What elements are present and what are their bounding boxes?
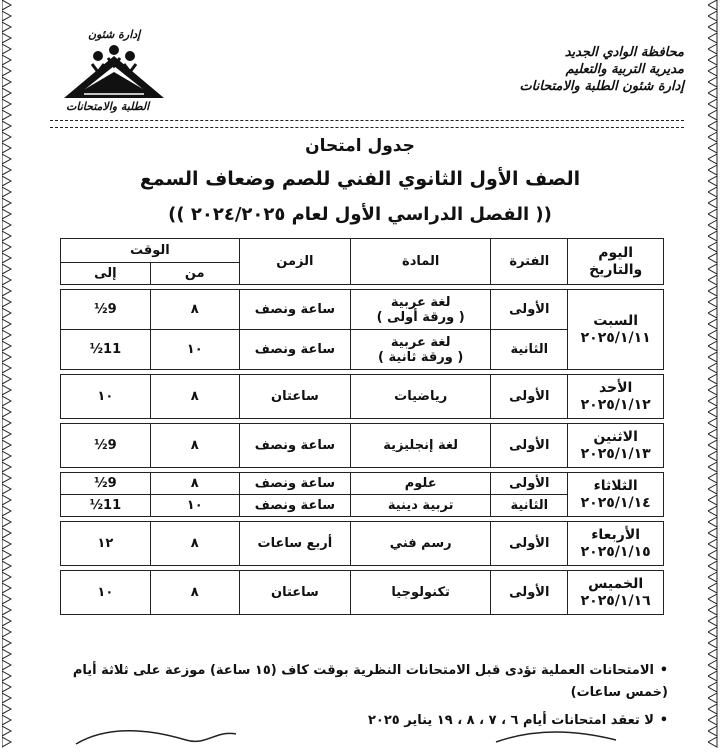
duration-cell: ساعتان [239,375,350,419]
subject-cell [351,473,491,495]
subject-name: لغة عربية [390,334,451,350]
day-cell [568,522,664,566]
bullet-icon: • [659,663,668,678]
day-name: الثلاثاء [593,477,638,494]
duration-cell: ساعة ونصف [239,330,350,370]
table-row [61,473,664,495]
to-cell: 11½ [61,495,151,517]
note-text: لا تعقد امتحانات أيام ٦ ، ٧ ، ٨ ، ١٩ يناير ٢٠٢٥ [367,713,654,728]
book-people-icon [64,42,164,100]
period-cell: الأولى [491,522,568,566]
day-cell [568,424,664,468]
header-duration: الزمن [239,239,350,285]
bullet-icon: • [659,713,668,728]
duration-cell: ساعة ونصف [239,424,350,468]
header-divider [50,120,684,128]
page-border-left [2,0,12,748]
subject-name: علوم [404,476,437,491]
duration-cell: أربع ساعات [239,522,350,566]
day-cell [568,375,664,419]
exam-table [60,238,664,615]
from-cell: ٨ [150,522,239,566]
table-row [61,290,664,330]
from-cell: ٨ [150,571,239,615]
period-cell: الثانية [491,495,568,517]
subject-name: رياضيات [394,389,448,404]
header-time: الوقت [61,239,240,263]
office-line-administration: إدارة شئون الطلبة والامتحانات [519,79,684,94]
period-cell: الثانية [491,330,568,370]
exam-schedule-page [16,0,704,748]
from-cell: ١٠ [150,330,239,370]
subject-cell [351,571,491,615]
day-date: ٢٠٢٥/١/١٢ [580,396,651,413]
header-subject: المادة [351,239,491,285]
page-border-right [708,0,718,748]
to-cell: 9½ [61,424,151,468]
day-name: السبت [593,312,639,329]
subject-cell [351,424,491,468]
duration-cell: ساعة ونصف [239,495,350,517]
from-cell: ٨ [150,375,239,419]
to-cell: 9½ [61,290,151,330]
exam-table-body [61,285,664,615]
subject-cell [351,522,491,566]
subject-name: تربية دينية [387,498,454,513]
day-name: الاثنين [593,428,638,445]
day-name: الخميس [588,575,644,592]
subject-cell [351,495,491,517]
period-cell: الأولى [491,473,568,495]
subject-name: تكنولوجيا [391,585,450,600]
subject-name: لغة عربية [390,294,451,310]
to-cell: ١٢ [61,522,151,566]
day-date: ٢٠٢٥/١/١١ [580,329,651,346]
office-line-governorate: محافظة الوادي الجديد [564,45,684,60]
table-row [61,522,664,566]
from-cell: ١٠ [150,495,239,517]
subject-cell [351,330,491,370]
period-cell: الأولى [491,571,568,615]
from-cell: ٨ [150,290,239,330]
header-date: والتاريخ [589,261,643,278]
day-date: ٢٠٢٥/١/١٤ [580,494,651,511]
day-cell [568,571,664,615]
day-date: ٢٠٢٥/١/١٥ [580,543,651,560]
period-cell: الأولى [491,290,568,330]
header-period: الفترة [491,239,568,285]
duration-cell: ساعة ونصف [239,290,350,330]
note-practical [54,660,668,704]
period-cell: الأولى [491,375,568,419]
day-cell [568,290,664,370]
grade-title: الصف الأول الثانوي الفني للصم وضعاف السمع [139,168,581,190]
subject-name: لغة إنجليزية [383,438,459,453]
table-row [61,424,664,468]
note-text: الامتحانات العملية تؤدى قبل الامتحانات النظرية بوقت كاف (١٥ ساعة) موزعة على ثلاثة أيام (خمس ساعات) [72,663,668,700]
header-from: من [150,263,239,285]
duration-cell: ساعتان [239,571,350,615]
to-cell: ١٠ [61,375,151,419]
subject-name: رسم فني [389,536,452,551]
header-to: إلى [61,263,151,285]
subject-paper: ( ورقة ثانية ) [378,349,464,365]
table-row [61,375,664,419]
day-name: الأربعاء [591,526,641,543]
day-cell [568,473,664,517]
schedule-title: جدول امتحان [305,136,415,156]
to-cell: 11½ [61,330,151,370]
header-day: اليوم [598,244,634,261]
subject-cell [351,375,491,419]
to-cell: ١٠ [61,571,151,615]
from-cell: ٨ [150,424,239,468]
duration-cell: ساعة ونصف [239,473,350,495]
period-cell: الأولى [491,424,568,468]
logo-bottom-text: الطلبة والامتحانات [66,100,150,113]
administration-logo [46,28,176,118]
subject-cell [351,290,491,330]
office-line-directorate: مديرية التربية والتعليم [565,62,684,77]
from-cell: ٨ [150,473,239,495]
day-date: ٢٠٢٥/١/١٣ [580,445,651,462]
signature-scribble-icon [16,720,704,748]
term-title: (( الفصل الدراسي الأول لعام ٢٠٢٤/٢٠٢٥ )) [168,204,552,225]
signatures [16,720,704,748]
day-name: الأحد [598,379,633,396]
table-row [61,571,664,615]
logo-top-text: إدارة شئون [88,28,141,41]
header-day-date [568,239,664,285]
day-date: ٢٠٢٥/١/١٦ [580,592,651,609]
to-cell: 9½ [61,473,151,495]
office-header [519,44,684,95]
subject-paper: ( ورقة أولى ) [376,309,465,325]
